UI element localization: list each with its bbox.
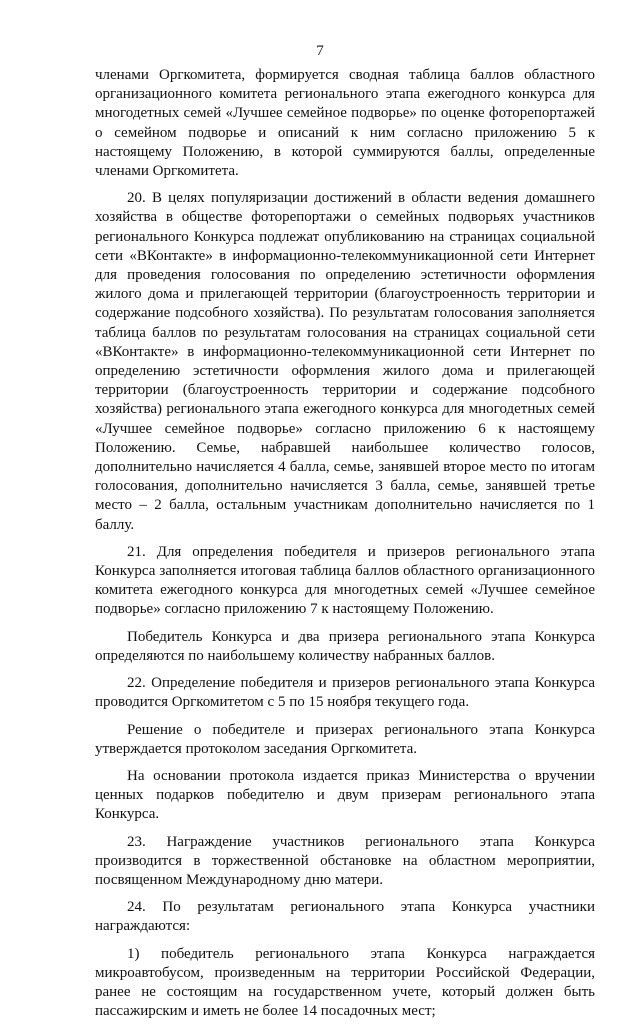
paragraph-20: 20. В целях популяризации достижений в области ведения домашнего хозяйства в обществе фоторепортажи о семейных подворьях участников регионального Конкурса подлежат опубликованию на страницах социальной сети «ВКонтакте» в информационно-телекоммуникационной сети Интернет для проведения голосования по определению эстетичности оформления жилого дома и прилегающей территории (благоустроенность территории и содержание подсобного хозяйства). По результатам голосования заполняется таблица баллов по результатам голосования на страницах социальной сети «ВКонтакте» в информационно-телекоммуникационной сети Интернет по определению эстетичности оформления жилого дома и прилегающей территории (благоустроенность территории и содержание подсобного хозяйства) регионального этапа ежегодного конкурса для многодетных семей «Лучшее семейное подворье» согласно приложению 6 к настоящему Положению. Семье, набравшей наибольшее количество голосов, дополнительно начисляется 4 балла, семье, занявшей второе место по итогам голосования, дополнительно начисляется 3 балла, семье, занявшей третье место – 2 балла, остальным участникам дополнительно начисляется по 1 баллу. [95, 190, 595, 533]
paragraph-continuation: членами Оргкомитета, формируется сводная таблица баллов областного организационного комитета регионального этапа ежегодного конкурса для многодетных семей «Лучшее семейное подворье» по оценке фоторепортажей о семейном подворье и описаний к ним согласно приложению 5 к настоящему Положению, в которой суммируются баллы, определенные членами Оргкомитета. [95, 67, 595, 180]
list-item-1: 1) победитель регионального этапа Конкурса награждается микроавтобусом, произведенным на территории Российской Федерации, ранее не состоящим на государственном учете, который должен быть пассажирским и иметь не более 14 посадочных мест; [95, 945, 595, 1020]
paragraph-winner-determination: Победитель Конкурса и два призера регионального этапа Конкурса определяются по наибольшему количеству набранных баллов. [95, 628, 595, 664]
page-number: 7 [316, 43, 324, 59]
paragraph-protocol-decision: Решение о победителе и призерах регионального этапа Конкурса утверждается протоколом заседания Оргкомитета. [95, 721, 595, 757]
paragraph-ministry-order: На основании протокола издается приказ Министерства о вручении ценных подарков победителю и двум призерам регионального этапа Конкурса. [95, 767, 595, 823]
document-body [95, 66, 595, 1029]
paragraph-21: 21. Для определения победителя и призеров регионального этапа Конкурса заполняется итоговая таблица баллов областного организационного комитета ежегодного конкурса для многодетных семей «Лучшее семейное подворье» согласно приложению 7 к настоящему Положению. [95, 543, 595, 618]
paragraph-24: 24. По результатам регионального этапа Конкурса участники награждаются: [95, 899, 595, 935]
paragraph-22: 22. Определение победителя и призеров регионального этапа Конкурса проводится Оргкомитетом с 5 по 15 ноября текущего года. [95, 675, 595, 711]
paragraph-23: 23. Награждение участников регионального этапа Конкурса производится в торжественной обстановке на областном мероприятии, посвященном Международному дню матери. [95, 833, 595, 888]
